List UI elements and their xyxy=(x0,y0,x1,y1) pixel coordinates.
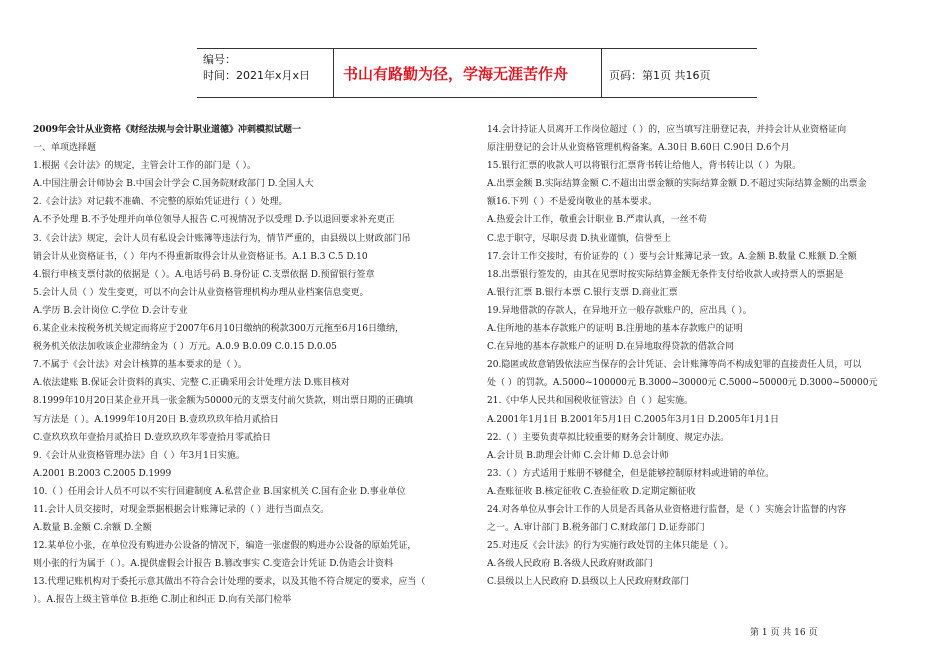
question-line: 11.会计人员交接时，对现金票据根据会计账簿记录的（ ）进行当面点交。 xyxy=(33,504,330,515)
question-line: 23.（ ）方式适用于账册不够健全，但是能够控制原材料或进销的单位。 xyxy=(487,468,775,479)
question-line: 14.会计持证人员离开工作岗位超过（ ）的，应当填写注册登记表，并持会计从业资格证向 xyxy=(487,125,847,135)
exam-title: 2009年会计从业资格《财经法规与会计职业道德》冲刺模拟试题一 xyxy=(33,125,302,135)
question-line: A.依法建账 B.保证会计资料的真实、完整 C.正确采用会计处理方法 D.账目核对 xyxy=(33,378,350,389)
question-line: 4.银行申核支票付款的依据是（ ）。A.电话号码 B.身份证 C.支票依据 D.预留银行签章 xyxy=(33,269,375,280)
header-motto: 书山有路勤为径，学海无涯苦作舟 xyxy=(343,65,569,83)
question-line: 12.某单位小张，在单位没有购进办公设备的情况下，编造一张虚假的购进办公设备的原始凭证， xyxy=(33,541,417,552)
question-line: 21.《中华人民共和国税收征管法》自（ ）起实施。 xyxy=(487,396,694,407)
question-line: 处（ ）的罚款。A.5000~100000元 B.3000~30000元 C.5000~50000元 D.3000~50000元 xyxy=(487,378,878,389)
question-line: A.2001年1月1日 B.2001年5月1日 C.2005年3月1日 D.2005年1月1日 xyxy=(487,414,780,425)
question-line: 22.（ ）主要负责草拟比较重要的财务会计制度、规定办法。 xyxy=(487,432,730,443)
question-line: 2.《会计法》对记载不准确、不完整的原始凭证进行（ ）处理。 xyxy=(33,197,288,208)
question-line: A.2001 B.2003 C.2005 D.1999 xyxy=(33,468,172,479)
page-header xyxy=(197,48,757,98)
question-line: 3.《会计法》规定，会计人员有私设会计账簿等违法行为，情节严重的，由县级以上财政部门吊 xyxy=(33,233,411,244)
question-line: 18.出票银行签发的，由其在见票时按实际结算金额无条件支付给收款人或持票人的票据是 xyxy=(487,269,844,280)
question-line: A.住所地的基本存款账户的证明 B.注册地的基本存款账户的证明 xyxy=(487,324,743,335)
question-line: 税务机关依法加收该企业滞纳金为（ ）万元。A.0.9 B.0.09 C.0.15 D.0.05 xyxy=(33,342,337,353)
question-line: C.忠于职守，尽职尽责 D.执业谨慎，信誉至上 xyxy=(487,233,672,244)
question-line: C.壹玖玖玖年壹拾月贰拾日 D.壹玖玖玖年零壹拾月零贰拾日 xyxy=(33,432,272,443)
question-line: 17.会计工作交接时，有价证券的（ ）要与会计账簿记录一致。A.金额 B.数量 C.账额 D.全额 xyxy=(487,251,857,262)
question-line: 15.银行汇票的收款人可以将银行汇票背书转让给他人，背书转让以（ ）为限。 xyxy=(487,161,802,172)
header-divider xyxy=(333,49,334,97)
header-divider xyxy=(601,49,602,97)
question-line: A.查账征收 B.核定征收 C.查验征收 D.定期定额征收 xyxy=(487,486,696,497)
question-line: ）。A.报告上级主管单位 B.拒绝 C.制止和纠正 D.向有关部门检举 xyxy=(33,595,292,606)
page-footer: 第 1 页 共 16 页 xyxy=(750,628,818,638)
question-line: A.出票金额 B.实际结算金额 C.不超出出票金额的实际结算金额 D.不超过实际结算金额的出票金 xyxy=(487,179,867,190)
question-line: 写方法是（ ）。A.1999年10月20日 B.壹玖玖玖年拾月贰拾日 xyxy=(33,414,279,425)
question-line: 25.对违反《会计法》的行为实施行政处罚的主体只能是（ ）。 xyxy=(487,541,734,552)
question-line: 额16.下列（ ）不是爱岗敬业的基本要求。 xyxy=(487,197,658,208)
question-line: 则小张的行为属于（ ）。A.提供虚假会计报告 B.篡改事实 C.变造会计凭证 D.伪造会计资料 xyxy=(33,559,393,570)
question-line: 20.隐匿或故意销毁依法应当保存的会计凭证、会计账簿等尚不构成犯罪的直接责任人员，可以 xyxy=(487,360,862,371)
time-label: 时间：2021年x月x日 xyxy=(203,69,311,82)
question-line: 9.《会计从业资格管理办法》自（ ）年3月1日实施。 xyxy=(33,450,245,461)
question-line: 10.（ ）任用会计人员不可以不实行回避制度 A.私营企业 B.国家机关 C.国有企业 D.事业单位 xyxy=(33,486,406,497)
question-line: 19.异地借款的存款人，在异地开立一般存款账户的，应出具（ ）。 xyxy=(487,305,752,316)
question-line: 8.1999年10月20日某企业开具一张金额为50000元的支票支付前欠货款，则出票日期的正确填 xyxy=(33,396,414,407)
question-line: A.数量 B.金额 C.余额 D.全额 xyxy=(33,523,152,534)
question-line: 5.会计人员（ ）发生变更，可以不向会计从业资格管理机构办理从业档案信息变更。 xyxy=(33,287,369,298)
question-line: A.不予处理 B.不予处理并向单位领导人报告 C.可视情况予以受理 D.予以退回要求补充更正 xyxy=(33,215,395,226)
question-line: A.学历 B.会计岗位 C.学位 D.会计专业 xyxy=(33,305,188,316)
question-line: 7.不属于《会计法》对会计核算的基本要求的是（ ）。 xyxy=(33,360,247,371)
right-column xyxy=(487,121,927,591)
question-line: A.会计员 B.助理会计师 C.会计师 D.总会计师 xyxy=(487,450,669,461)
question-line: 原注册登记的会计从业资格管理机构备案。A.30日 B.60日 C.90日 D.6个月 xyxy=(487,143,790,154)
question-line: A.热爱会计工作，敬重会计职业 B.严肃认真，一丝不苟 xyxy=(487,215,707,226)
left-column xyxy=(33,121,477,610)
question-line: A.各级人民政府 B.各级人民政府财政部门 xyxy=(487,559,653,570)
question-line: A.中国注册会计师协会 B.中国会计学会 C.国务院财政部门 D.全国人大 xyxy=(33,179,314,190)
question-line: 13.代理记账机构对于委托示意其做出不符合会计处理的要求，以及其他不符合规定的要求，应当（ xyxy=(33,577,426,588)
header-meta xyxy=(203,52,310,84)
question-line: 销会计从业资格证书，（ ）年内不得重新取得会计从业资格证书。A.1 B.3 C.5 D.10 xyxy=(33,251,368,262)
section-heading: 一、单项选择题 xyxy=(33,143,97,154)
question-line: 之一。A.审计部门 B.税务部门 C.财政部门 D.证券部门 xyxy=(487,523,705,534)
question-line: C.县级以上人民政府 D.县级以上人民政府财政部门 xyxy=(487,577,690,588)
question-line: C.在异地的基本存款账户的证明 D.在异地取得贷款的借款合同 xyxy=(487,342,735,353)
question-line: 1.根据《会计法》的规定，主管会计工作的部门是（ ）。 xyxy=(33,161,256,172)
header-page-number: 页码：第1页 共16页 xyxy=(609,69,711,82)
number-label: 编号： xyxy=(203,53,236,66)
question-line: 6.某企业未按税务机关规定而将应于2007年6月10日缴纳的税款300万元拖至6月16日缴纳， xyxy=(33,324,405,335)
question-line: A.银行汇票 B.银行本票 C.银行支票 D.商业汇票 xyxy=(487,287,678,298)
question-line: 24.对各单位从事会计工作的人员是否具备从业资格进行监督，是（ ）实施会计监督的内容 xyxy=(487,504,847,515)
